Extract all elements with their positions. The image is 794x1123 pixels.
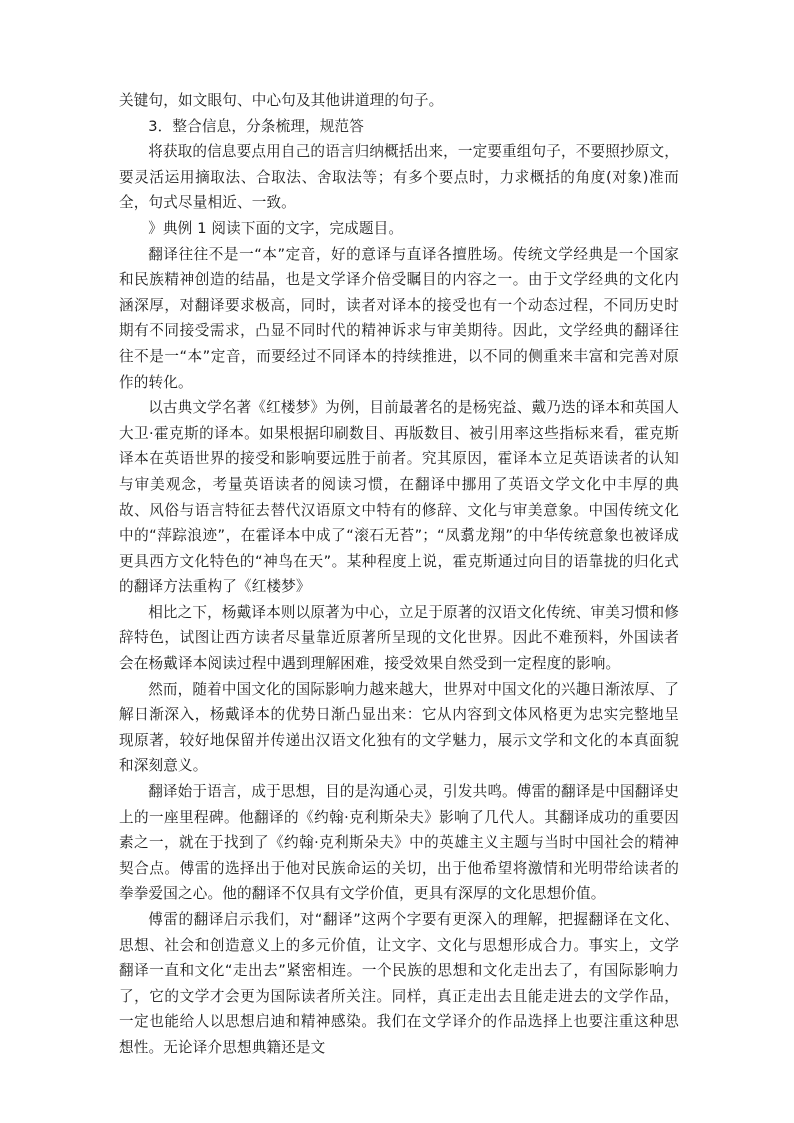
paragraph-step-heading: 3．整合信息，分条梳理，规范答 xyxy=(148,117,365,135)
paragraph-body: 翻译往往不是一“本”定音，好的意译与直译各擅胜场。传统文学经典是一个国家和民族精神创造的结晶，也是文学译介倍受瞩目的内容之一。由于文学经典的文化内涵深厚，对翻译要求极高，同时，读者对译本的接受也有一个动态过程，不同历史时期有不同接受需求，凸显不同时代的精神诉求与审美期待。因此，文学经典的翻译往往不是一“本”定音，而要经过不同译本的持续推进，以不同的侧重来丰富和完善对原作的转化。 xyxy=(119,245,679,391)
document-page xyxy=(119,88,679,1061)
paragraph-body: 相比之下，杨戴译本则以原著为中心，立足于原著的汉语文化传统、审美习惯和修辞特色，试图让西方读者尽量靠近原著所呈现的文化世界。因此不难预料，外国读者会在杨戴译本阅读过程中遇到理解困难，接受效果自然受到一定程度的影响。 xyxy=(119,603,679,673)
paragraph-body: 以古典文学名著《红楼梦》为例，目前最著名的是杨宪益、戴乃迭的译本和英国人大卫·霍克斯的译本。如果根据印刷数目、再版数目、被引用率这些指标来看，霍克斯译本在英语世界的接受和影响要远胜于前者。究其原因，霍译本立足英语读者的认知与审美观念，考量英语读者的阅读习惯，在翻译中挪用了英语文学文化中丰厚的典故、风俗与语言特征去替代汉语原文中特有的修辞、文化与审美意象。中国传统文化中的“萍踪浪迹”，在霍译本中成了“滚石无苔”；“凤翥龙翔”的中华传统意象也被译成更具西方文化特色的“神鸟在天”。某种程度上说，霍克斯通过向目的语靠拢的归化式的翻译方法重构了《红楼梦》 xyxy=(119,399,679,596)
paragraph-example-heading: 》典例 1 阅读下面的文字，完成题目。 xyxy=(148,219,404,237)
paragraph-body: 傅雷的翻译启示我们，对“翻译”这两个字要有更深入的理解，把握翻译在文化、思想、社会和创造意义上的多元价值，让文字、文化与思想形成合力。事实上，文学翻译一直和文化“走出去”紧密相连。一个民族的思想和文化走出去了，有国际影响力了，它的文学才会更为国际读者所关注。同样，真正走出去且能走进去的文学作品，一定也能给人以思想启迪和精神感染。我们在文学译介的作品选择上也要注重这种思想性。无论译介思想典籍还是文 xyxy=(119,911,679,1056)
paragraph-step-description: 将获取的信息要点用自己的语言归纳概括出来，一定要重组句子，不要照抄原文，要灵活运用摘取法、合取法、舍取法等；有多个要点时，力求概括的角度(对象)准而全，句式尽量相近、一致。 xyxy=(119,143,679,212)
paragraph-body: 翻译始于语言，成于思想，目的是沟通心灵，引发共鸣。傅雷的翻译是中国翻译史上的一座里程碑。他翻译的《约翰·克利斯朵夫》影响了几代人。其翻译成功的重要因素之一，就在于找到了《约翰·克利斯朵夫》中的英雄主义主题与当时中国社会的精神契合点。傅雷的选择出于他对民族命运的关切，出于他希望将激情和光明带给读者的拳拳爱国之心。他的翻译不仅具有文学价值，更具有深厚的文化思想价值。 xyxy=(119,783,679,903)
paragraph-body: 然而，随着中国文化的国际影响力越来越大，世界对中国文化的兴趣日渐浓厚、了解日渐深入，杨戴译本的优势日渐凸显出来：它从内容到文体风格更为忠实完整地呈现原著，较好地保留并传递出汉语文化独有的文学魅力，展示文学和文化的本真面貌和深刻意义。 xyxy=(119,680,679,775)
paragraph-continuation: 关键句，如文眼句、中心句及其他讲道理的句子。 xyxy=(119,92,444,109)
